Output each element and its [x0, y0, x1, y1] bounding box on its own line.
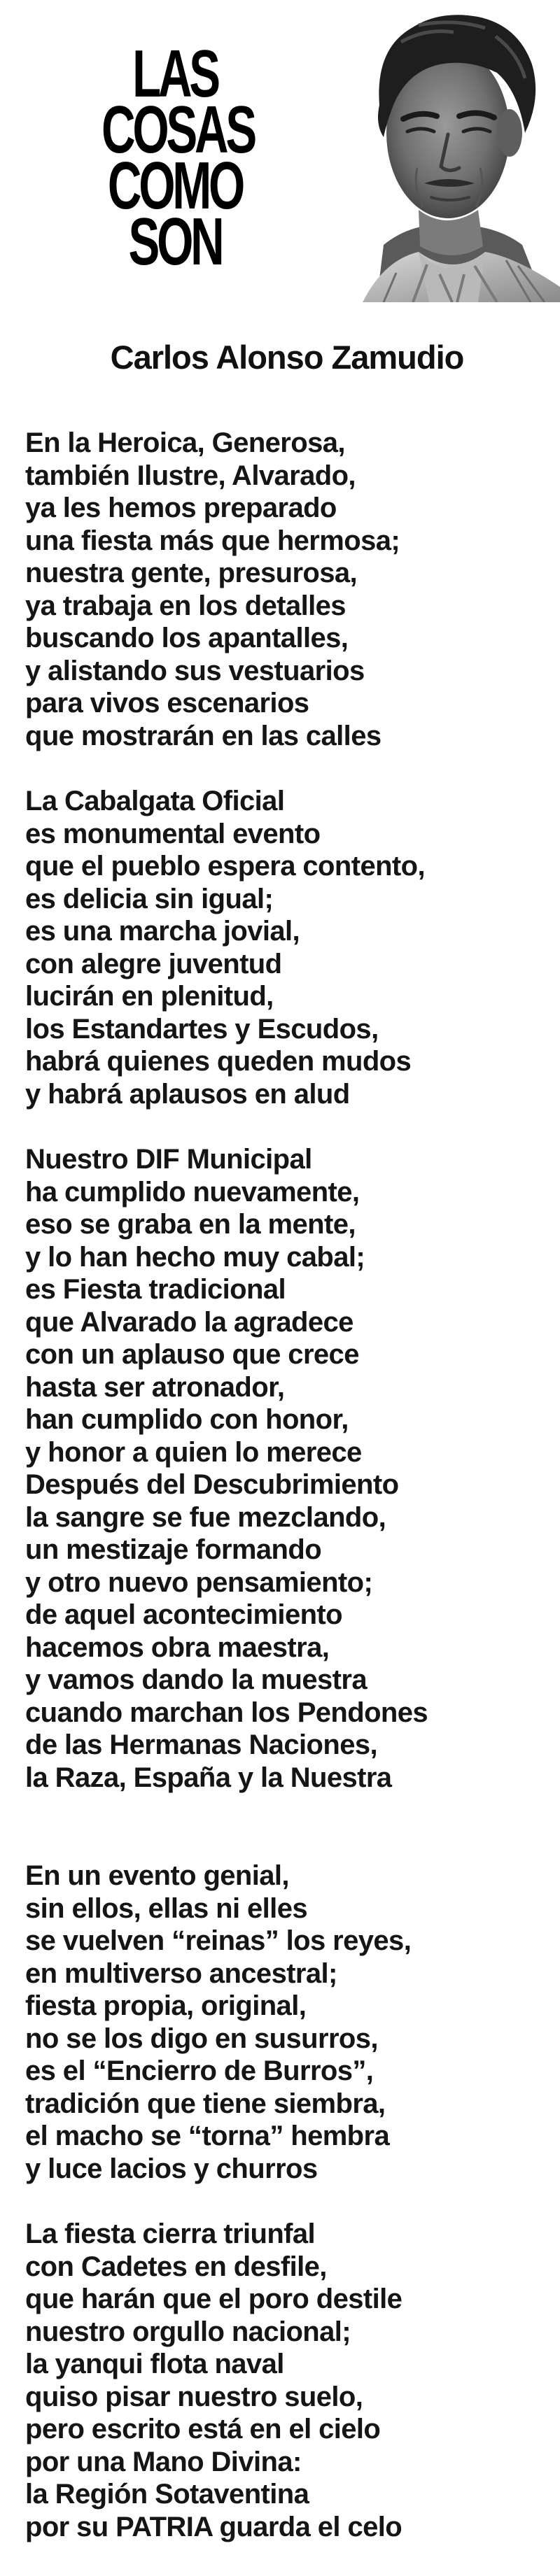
poem-line: La fiesta cierra triunfal: [25, 2218, 316, 2249]
poem-line: de las Hermanas Naciones,: [25, 1729, 378, 1760]
poem-line: que mostrarán en las calles: [25, 720, 382, 751]
poem-line: han cumplido con honor,: [25, 1404, 349, 1435]
poem-line: La Cabalgata Oficial: [25, 786, 285, 816]
author-photo: [335, 0, 560, 302]
poem-line: de aquel acontecimiento: [25, 1599, 342, 1630]
poem-line: eso se graba en la mente,: [25, 1209, 356, 1240]
poem-line: con Cadetes en desfile,: [25, 2251, 327, 2282]
poem-line: con alegre juventud: [25, 948, 282, 979]
column-header: [0, 0, 560, 376]
poem-line: una fiesta más que hermosa;: [25, 525, 400, 556]
author-name: Carlos Alonso Zamudio: [110, 339, 464, 376]
poem-line: que harán que el poro destile: [25, 2284, 402, 2314]
poem-line: y lo han hecho muy cabal;: [25, 1241, 365, 1273]
poem-line: En la Heroica, Generosa,: [25, 427, 345, 458]
poem-line: por su PATRIA guarda el celo: [25, 2511, 402, 2542]
poem-line: no se los digo en susurros,: [25, 2023, 378, 2054]
poem-line: y vamos dando la muestra: [25, 1664, 368, 1695]
poem-line: ya les hemos preparado: [25, 493, 337, 523]
poem-line: un mestizaje formando: [25, 1534, 322, 1565]
poem-line: Después del Descubrimiento: [25, 1469, 399, 1500]
poem-line: buscando los apantalles,: [25, 623, 349, 653]
poem-line: lucirán en plenitud,: [25, 981, 274, 1012]
poem-line: con un aplauso que crece: [25, 1339, 359, 1370]
poem-line: por una Mano Divina:: [25, 2446, 302, 2477]
poem-line: que Alvarado la agradece: [25, 1306, 354, 1338]
poem-line: y habrá aplausos en alud: [25, 1078, 350, 1110]
stanza: [25, 785, 550, 1110]
poem-line: la Región Sotaventina: [25, 2479, 309, 2510]
poem-line: es delicia sin igual;: [25, 883, 274, 914]
stanza: [25, 427, 550, 752]
poem-line: habrá quienes queden mudos: [25, 1046, 412, 1077]
poem-line: la sangre se fue mezclando,: [25, 1501, 386, 1533]
poem-line: fiesta propia, original,: [25, 1990, 307, 2021]
poem-line: que el pueblo espera contento,: [25, 851, 425, 882]
poem-line: y alistando sus vestuarios: [25, 655, 365, 686]
poem-line: se vuelven “reinas” los reyes,: [25, 1925, 412, 1956]
poem-line: y luce lacios y churros: [25, 2153, 318, 2184]
poem-line: es una marcha jovial,: [25, 916, 300, 947]
poem-line: el macho se “torna” hembra: [25, 2121, 390, 2151]
poem-line: es Fiesta tradicional: [25, 1274, 286, 1305]
poem-line: la Raza, España y la Nuestra: [25, 1762, 392, 1793]
poem-line: pero escrito está en el cielo: [25, 2414, 381, 2444]
column-title: [102, 36, 254, 279]
column-title-line: COSAS: [102, 92, 254, 167]
poem-line: los Estandartes y Escudos,: [25, 1013, 379, 1045]
poem-line: es el “Encierro de Burros”,: [25, 2055, 374, 2086]
stanza: [25, 2218, 550, 2543]
poem-line: Nuestro DIF Municipal: [25, 1144, 312, 1175]
column-title-line: SON: [128, 204, 222, 279]
poem-line: también Ilustre, Alvarado,: [25, 460, 356, 491]
poem-line: nuestro orgullo nacional;: [25, 2316, 351, 2347]
poem-line: hacemos obra maestra,: [25, 1632, 330, 1663]
poem-line: En un evento genial,: [25, 1860, 289, 1891]
poem-line: para vivos escenarios: [25, 688, 309, 719]
poem-line: es monumental evento: [25, 818, 321, 849]
stanza: [25, 1143, 550, 1794]
poem-line: quiso pisar nuestro suelo,: [25, 2381, 363, 2412]
poem: [25, 427, 550, 2576]
poem-line: tradición que tiene siembra,: [25, 2088, 386, 2119]
poem-line: la yanqui flota naval: [25, 2349, 284, 2379]
column-title-line: LAS: [132, 36, 218, 111]
poem-line: y honor a quien lo merece: [25, 1436, 362, 1468]
poem-line: sin ellos, ellas ni elles: [25, 1892, 307, 1924]
poem-line: ya trabaja en los detalles: [25, 590, 346, 621]
poem-line: hasta ser atronador,: [25, 1371, 285, 1403]
poem-line: cuando marchan los Pendones: [25, 1697, 428, 1728]
column-title-line: COMO: [107, 148, 243, 223]
stanza: [25, 1860, 550, 2185]
poem-line: en multiverso ancestral;: [25, 1958, 337, 1989]
poem-line: ha cumplido nuevamente,: [25, 1176, 360, 1208]
poem-line: nuestra gente, presurosa,: [25, 558, 358, 588]
poem-line: y otro nuevo pensamiento;: [25, 1566, 373, 1598]
